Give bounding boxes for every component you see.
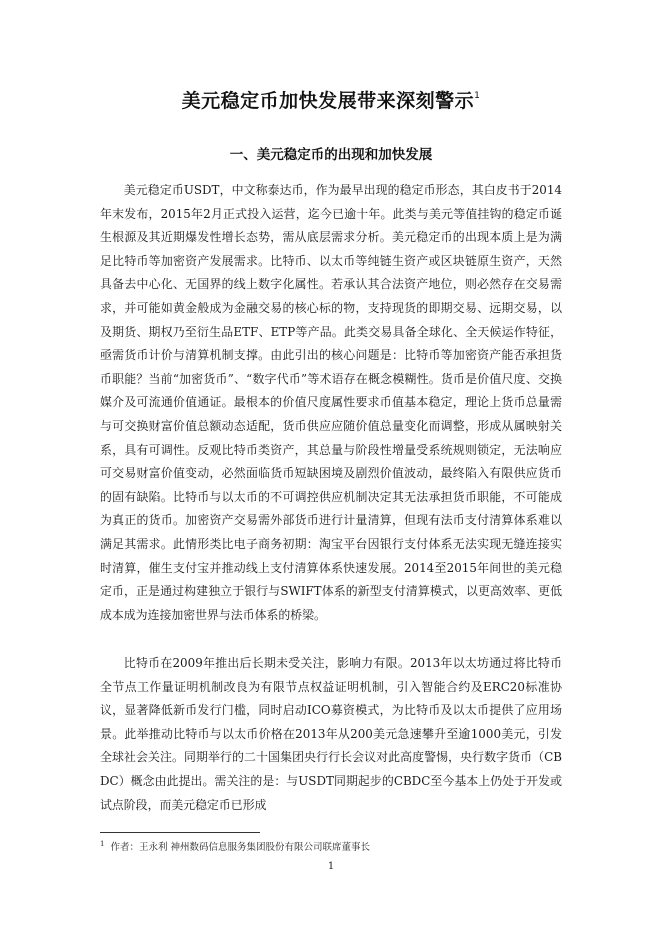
footnote-mark: 1	[100, 839, 105, 848]
footnote	[100, 839, 370, 853]
title-text: 美元稳定币加快发展带来深刻警示	[181, 90, 475, 112]
body-paragraph-2: 比特币在2009年推出后长期未受关注，影响力有限。2013年以太坊通过将比特币全节点工作量证明机制改良为有限节点权益证明机制，引入智能合约及ERC20标准协议，显著降低新币发行门槛，同时启动ICO募资模式，为比特币及以太币提供了应用场景。此举推动比特币与以太币价格在2013年从200美元急速攀升至逾1000美元，引发全球社会关注。同期举行的二十国集团央行行长会议对此高度警惕，央行数字货币（CBDC）概念由此提出。需关注的是：与USDT同期起步的CBDC至今基本上仍处于开发或试点阶段，而美元稳定币已形成	[100, 656, 562, 812]
footnote-divider	[100, 832, 260, 833]
page-number: 1	[327, 861, 335, 872]
body-paragraph-1: 美元稳定币USDT，中文称泰达币，作为最早出现的稳定币形态，其白皮书于2014年末发布，2015年2月正式投入运营，迄今已逾十年。此类与美元等值挂钩的稳定币诞生根源及其近期爆发性增长态势，需从底层需求分析。美元稳定币的出现本质上是为满足比特币等加密资产发展需求。比特币、以太币等纯链生资产或区块链原生资产，天然具备去中心化、无国界的线上数字化属性。若承认其合法资产地位，则必然存在交易需求，并可能如黄金般成为金融交易的核心标的物，支持现货的即期交易、远期交易，以及期货、期权乃至衍生品ETF、ETP等产品。此类交易具备全球化、全天候运作特征，亟需货币计价与清算机制支撑。由此引出的核心问题是：比特币等加密资产能否承担货币职能？当前“加密货币”、“数字代币”等术语存在概念模糊性。货币是价值尺度、交换媒介及可流通价值通证。最根本的价值尺度属性要求币值基本稳定，理论上货币总量需与可交换财富价值总额动态适配，货币供应应随价值总量变化而调整，形成从属映射关系，具有可调性。反观比特币类资产，其总量与阶段性增量受系统规则锁定，无法响应可交易财富价值变动，必然面临货币短缺困境及剧烈价值波动，最终陷入有限供应货币的固有缺陷。比特币与以太币的不可调控供应机制决定其无法承担货币职能，不可能成为真正的货币。加密资产交易需外部货币进行计量清算，但现有法币支付清算体系难以满足其需求。此情形类比电子商务初期：淘宝平台因银行支付体系无法实现无缝连接实时清算，催生支付宝并推动线上支付清算体系快速发展。2014至2015年间世的美元稳定币，正是通过构建独立于银行与SWIFT体系的新型支付清算模式，以更高效率、更低成本成为连接加密世界与法币体系的桥梁。	[100, 183, 562, 622]
footnote-text: 作者：王永利 神州数码信息服务集团股份有限公司联席董事长	[110, 842, 370, 853]
title-footnote-mark: 1	[474, 90, 481, 101]
section-heading: 一、美元稳定币的出现和加快发展	[229, 147, 433, 163]
document-title	[0, 86, 662, 113]
